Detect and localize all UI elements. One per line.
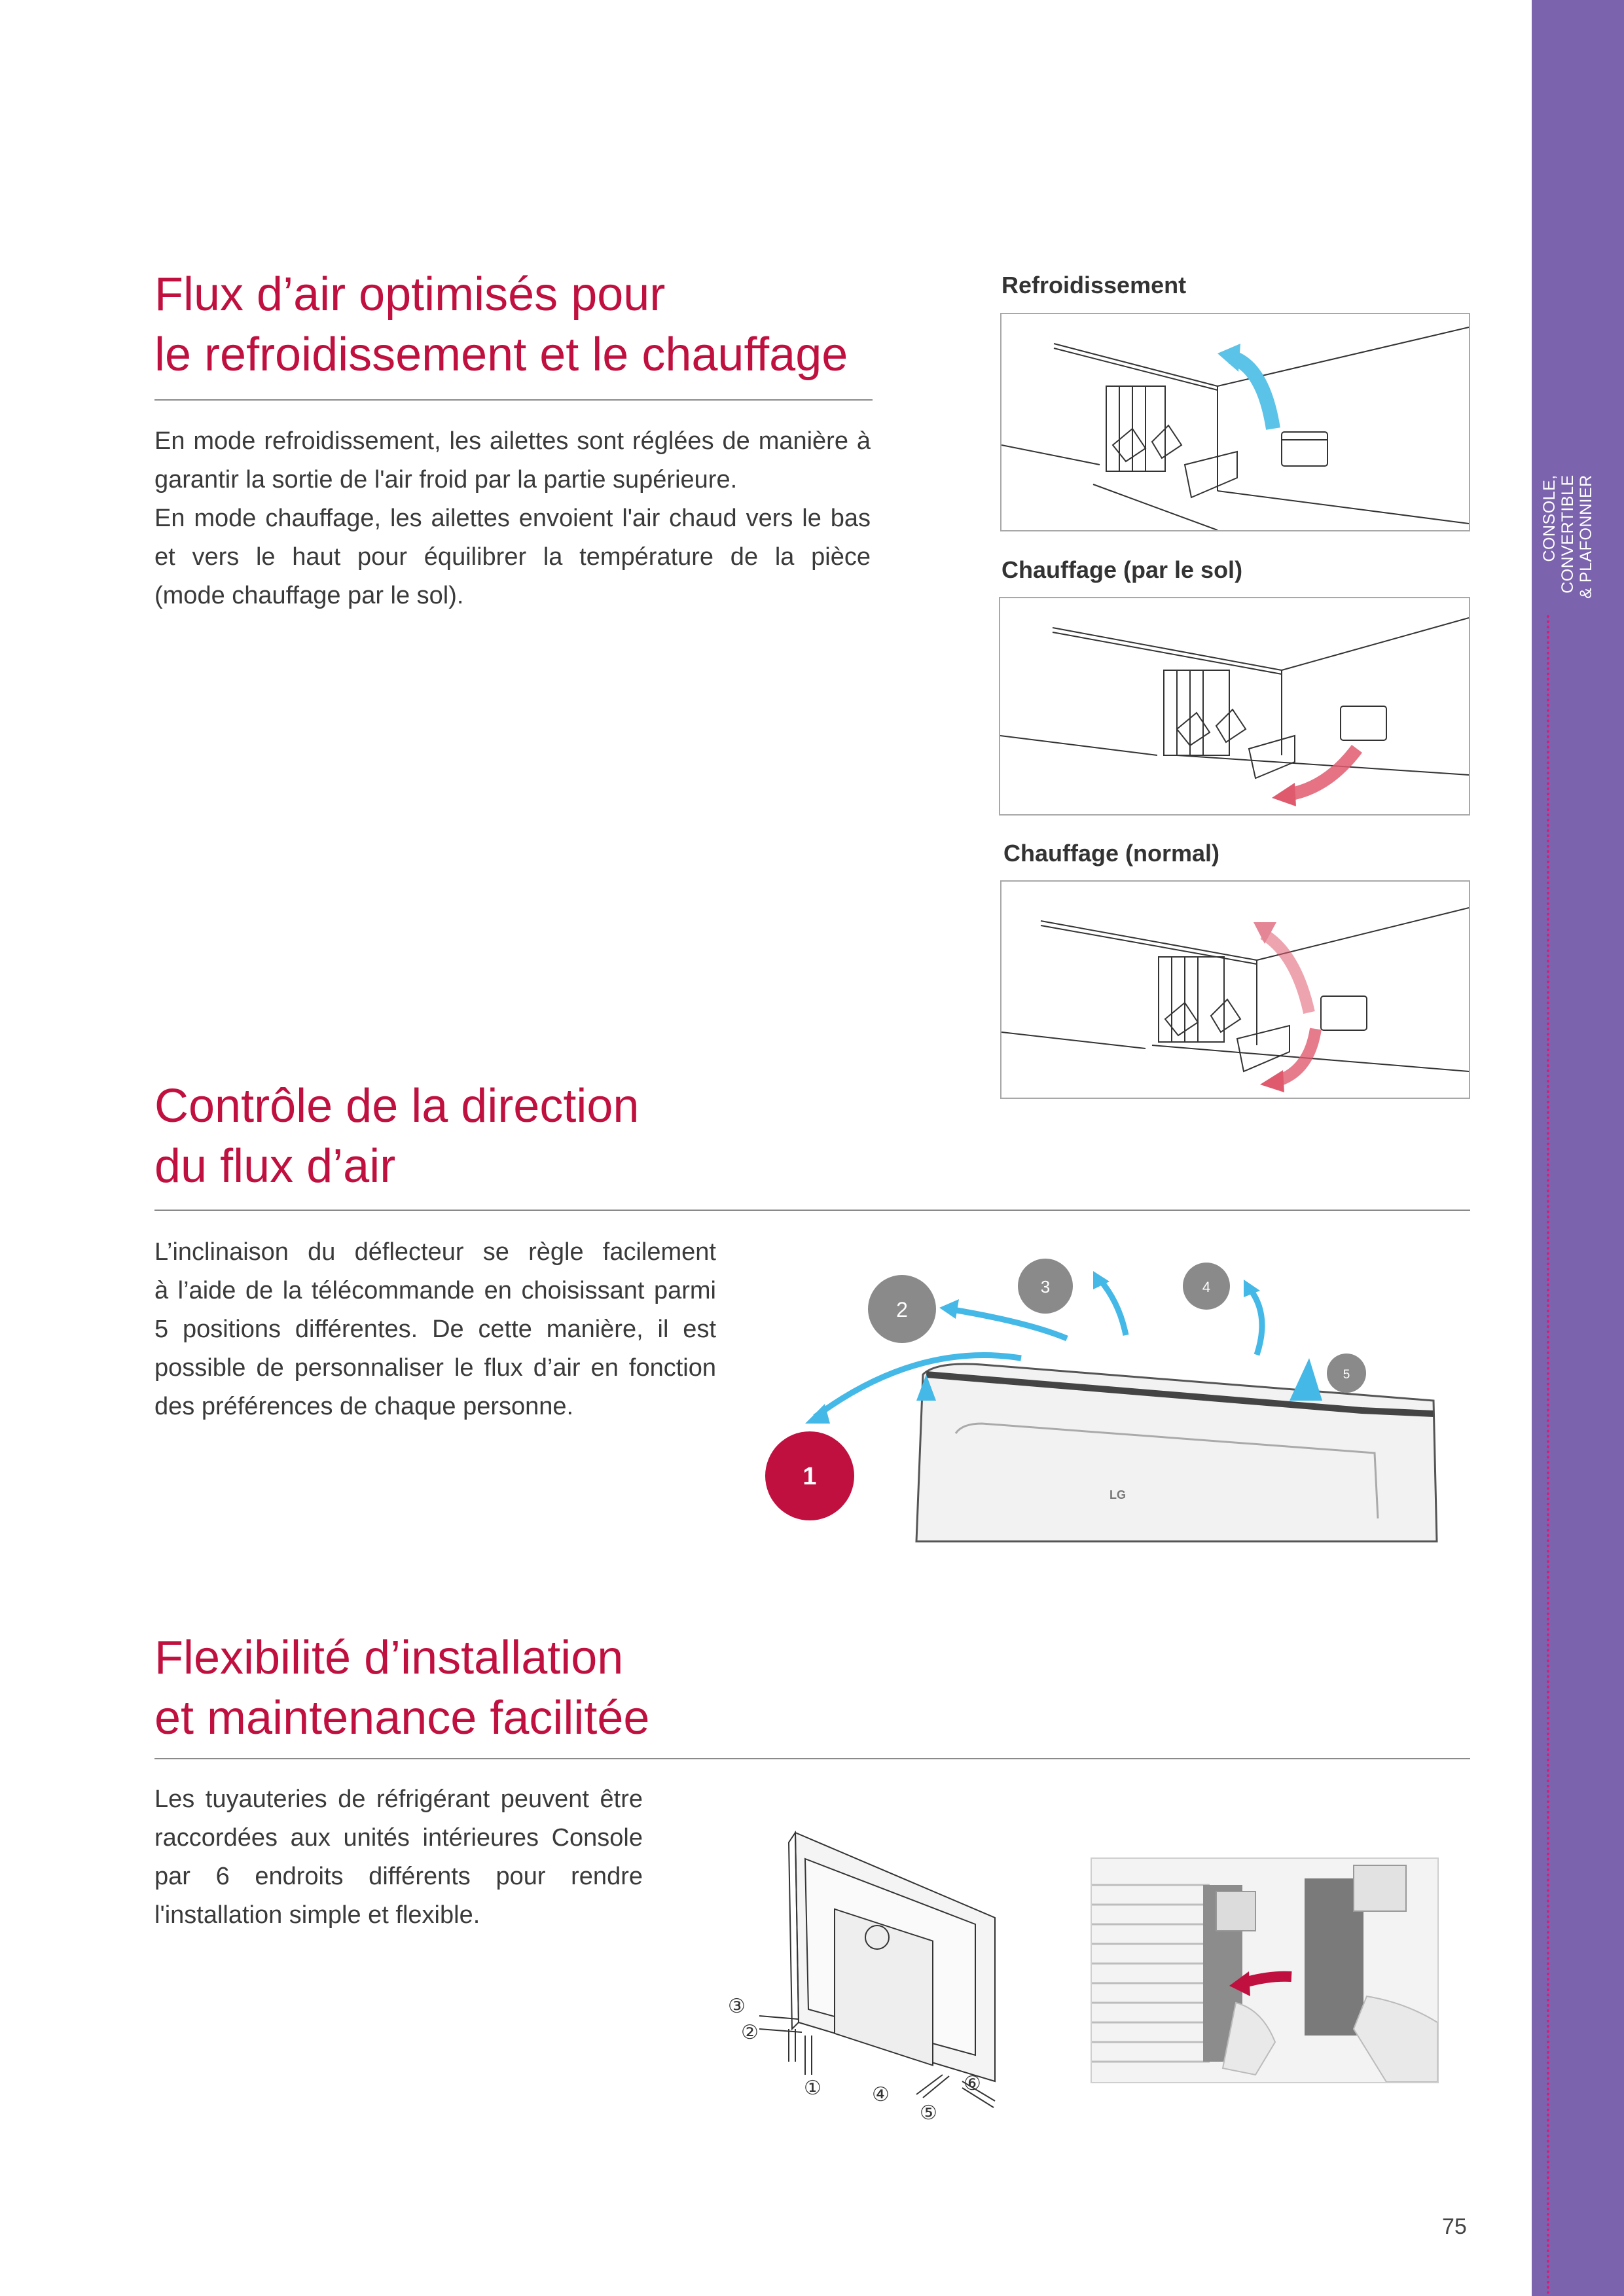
- section3-title-line: et maintenance facilitée: [154, 1692, 650, 1744]
- pipe-label-5: ⑤: [920, 2102, 937, 2124]
- para-line: En mode refroidissement, les ailettes sont réglées de manière à: [154, 427, 871, 455]
- para-line: L’inclinaison du déflecteur se règle facilement: [154, 1238, 716, 1266]
- section1-title-line: le refroidissement et le chauffage: [154, 329, 848, 381]
- sidebar-line: CONSOLE,: [1540, 475, 1559, 562]
- para-line: 5 positions différentes. De cette manière, il est: [154, 1316, 716, 1343]
- para-line: l'installation simple et flexible.: [154, 1901, 480, 1929]
- illustration-caption-normal-heating: Chauffage (normal): [1003, 840, 1220, 867]
- normal-heat-up-arrow: [1263, 934, 1309, 1013]
- position-5-label: 5: [1343, 1368, 1350, 1382]
- position-3-label: 3: [1040, 1277, 1051, 1297]
- insert-arrow: [1242, 1977, 1291, 1983]
- room-cooling-drawing: [1001, 314, 1469, 530]
- maintenance-photo-drawing: [1092, 1859, 1437, 2082]
- maintenance-photo: [1091, 1857, 1439, 2083]
- pipe-connections-illustration: [720, 1820, 1015, 2134]
- sidebar-label: [1535, 471, 1600, 602]
- para-line: par 6 endroits différents pour rendre: [154, 1863, 643, 1890]
- section1-paragraph: [154, 422, 871, 615]
- room-floor-heating-drawing: [1000, 598, 1469, 814]
- para-line: raccordées aux unités intérieures Console: [154, 1824, 643, 1852]
- section2-title-line: Contrôle de la direction: [154, 1080, 640, 1132]
- room-normal-heating-drawing: [1001, 882, 1469, 1098]
- illustration-caption-floor-heating: Chauffage (par le sol): [1001, 556, 1243, 583]
- section3-title: [154, 1628, 940, 1748]
- illustration-floor-heating: [999, 597, 1470, 816]
- pipe-label-4: ④: [872, 2084, 890, 2106]
- unit-logo: LG: [1110, 1488, 1126, 1501]
- position-1-label: 1: [803, 1463, 817, 1490]
- deflector-drawing: [753, 1244, 1473, 1551]
- para-line: possible de personnaliser le flux d’air en fonction: [154, 1354, 716, 1382]
- right-hand: [1354, 1996, 1437, 2082]
- normal-heat-down-arrow-head: [1260, 1070, 1284, 1092]
- pipe-connections-drawing: [720, 1820, 1015, 2134]
- pipe-label-2: ②: [741, 2022, 759, 2043]
- para-line: Les tuyauteries de réfrigérant peuvent être: [154, 1785, 643, 1813]
- section1-title-line: Flux d’air optimisés pour: [154, 268, 666, 321]
- para-line: à l’aide de la télécommande en choisissant parmi: [154, 1277, 716, 1304]
- section2-paragraph: [154, 1233, 716, 1426]
- illustration-cooling: [1000, 313, 1470, 531]
- para-line: garantir la sortie de l'air froid par la partie supérieure.: [154, 466, 738, 493]
- position-2-label: 2: [896, 1298, 908, 1321]
- illustration-caption-cooling: Refroidissement: [1001, 272, 1187, 298]
- section3-rule: [154, 1758, 1470, 1759]
- para-line: des préférences de chaque personne.: [154, 1393, 574, 1420]
- arrow-head-2: [939, 1299, 959, 1319]
- section2-title: [154, 1076, 940, 1196]
- sidebar-band: [1532, 0, 1624, 2296]
- airflow-arrow-2: [949, 1309, 1067, 1338]
- deflector-positions-illustration: [753, 1244, 1473, 1551]
- floor-heat-arrow: [1288, 749, 1357, 795]
- pipe-label-3: ③: [728, 1996, 746, 2017]
- section1-title: [154, 264, 940, 385]
- floor-heat-arrow-head: [1272, 783, 1296, 806]
- illustration-normal-heating: [1000, 880, 1470, 1099]
- sidebar-dotted-line: [1547, 615, 1549, 2296]
- para-line: (mode chauffage par le sol).: [154, 582, 464, 609]
- cool-arrow-head: [1218, 344, 1240, 372]
- position-4-label: 4: [1202, 1279, 1211, 1295]
- sidebar-line: & PLAFONNIER: [1577, 475, 1595, 599]
- section3-title-line: Flexibilité d’installation: [154, 1632, 624, 1684]
- section2-rule: [154, 1210, 1470, 1211]
- section1-rule: [154, 399, 873, 401]
- page-number: 75: [1442, 2214, 1467, 2239]
- para-line: En mode chauffage, les ailettes envoient l'air chaud vers le bas: [154, 505, 871, 532]
- pipe-label-6: ⑥: [964, 2073, 981, 2094]
- section3-paragraph: [154, 1780, 643, 1935]
- pipe-label-1: ①: [804, 2077, 821, 2099]
- section2-title-line: du flux d’air: [154, 1140, 396, 1193]
- para-line: et vers le haut pour équilibrer la température de la pièce: [154, 543, 871, 571]
- sidebar-line: CONVERTIBLE: [1559, 475, 1577, 594]
